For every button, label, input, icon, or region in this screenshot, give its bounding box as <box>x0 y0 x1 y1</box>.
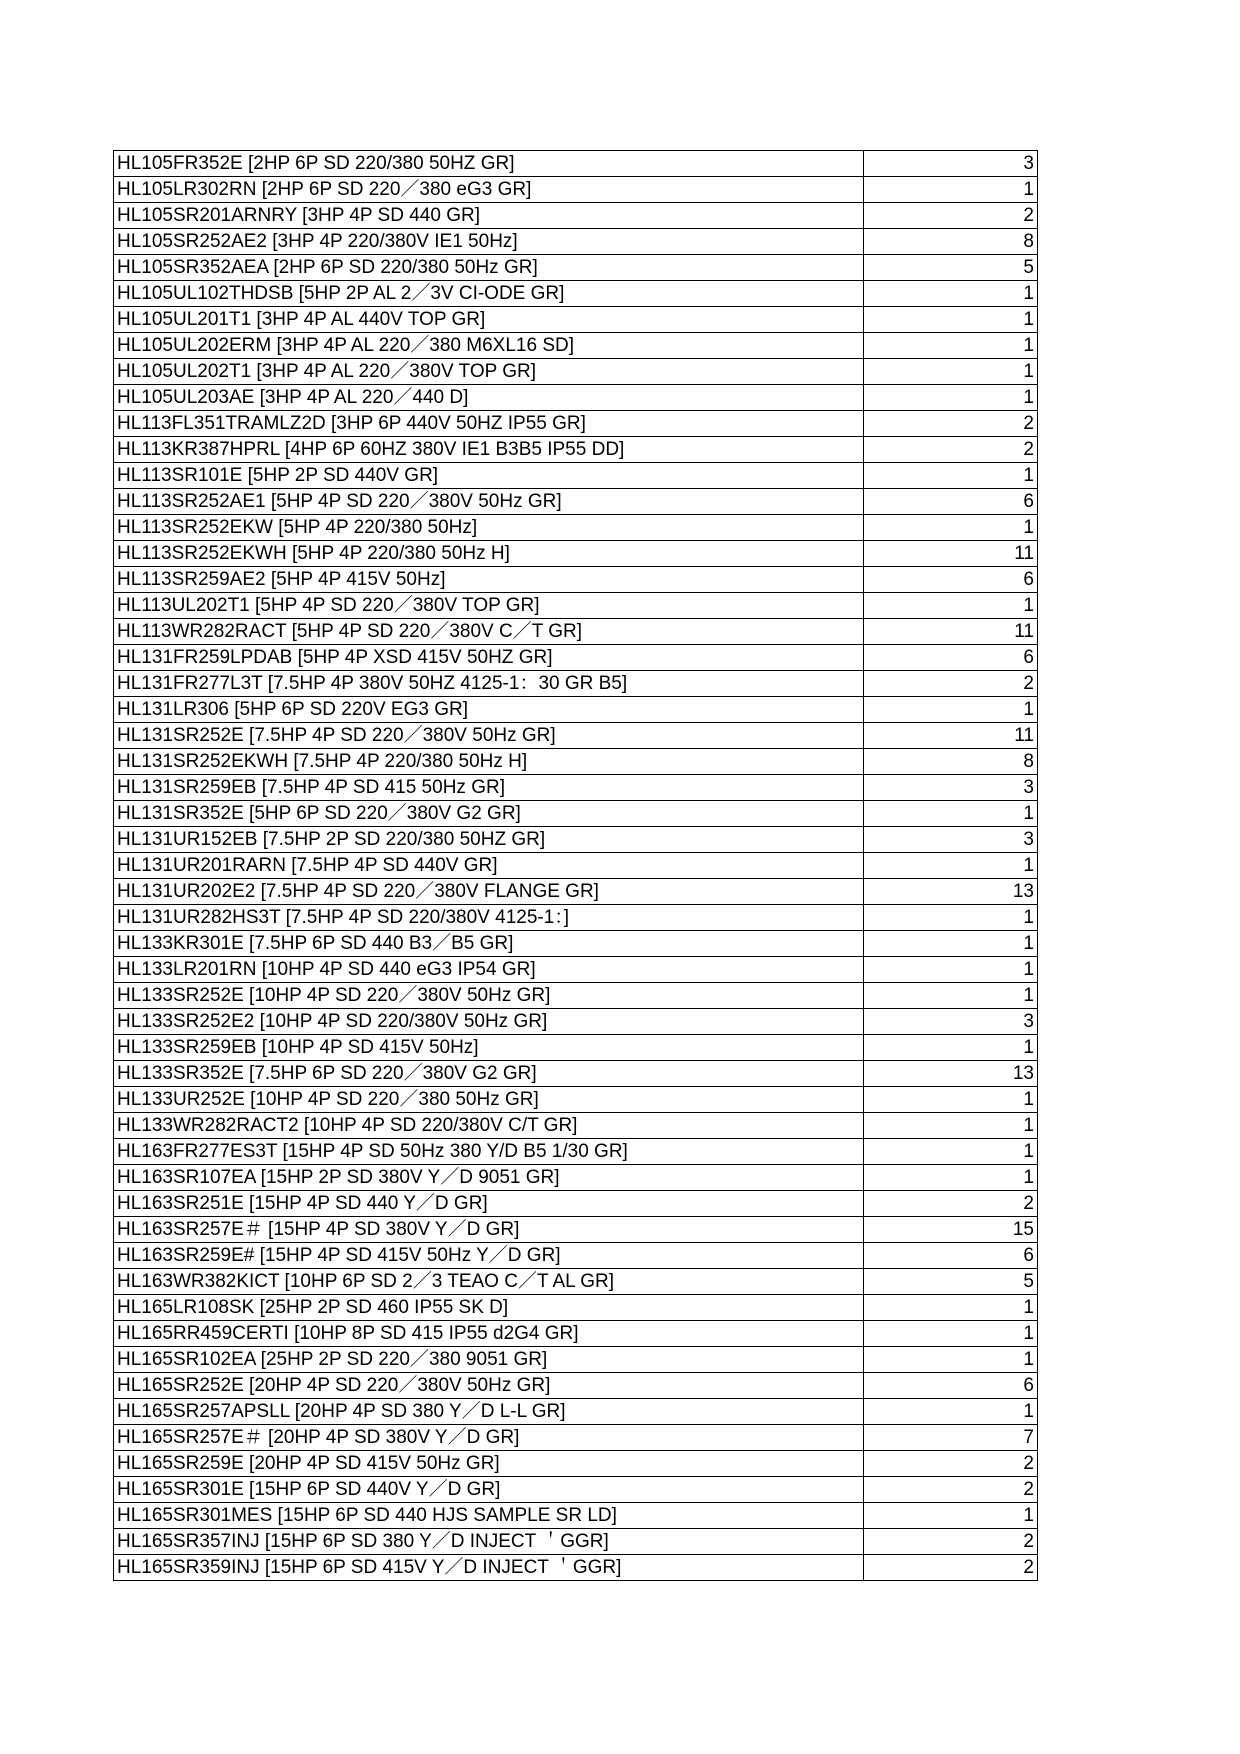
item-description: HL131FR277L3T [7.5HP 4P 380V 50HZ 4125-1：30 GR B5] <box>114 671 864 697</box>
table-row <box>114 723 1038 749</box>
item-description: HL163WR382KICT [10HP 6P SD 2／3 TEAO C／T AL GR] <box>114 1269 864 1295</box>
item-quantity: 11 <box>864 723 1038 749</box>
item-quantity: 2 <box>864 411 1038 437</box>
table-row <box>114 1555 1038 1581</box>
item-description: HL165SR252E [20HP 4P SD 220／380V 50Hz GR] <box>114 1373 864 1399</box>
item-quantity: 13 <box>864 1061 1038 1087</box>
item-quantity: 1 <box>864 1113 1038 1139</box>
item-description: HL165LR108SK [25HP 2P SD 460 IP55 SK D] <box>114 1295 864 1321</box>
item-quantity: 1 <box>864 931 1038 957</box>
item-quantity: 2 <box>864 1555 1038 1581</box>
item-quantity: 6 <box>864 645 1038 671</box>
table-row <box>114 177 1038 203</box>
table-row <box>114 1269 1038 1295</box>
item-quantity: 8 <box>864 229 1038 255</box>
item-quantity: 1 <box>864 593 1038 619</box>
item-description: HL131LR306 [5HP 6P SD 220V EG3 GR] <box>114 697 864 723</box>
item-description: HL165SR359INJ [15HP 6P SD 415V Y／D INJECT ＇GGR] <box>114 1555 864 1581</box>
table-row <box>114 281 1038 307</box>
item-description: HL133SR252E [10HP 4P SD 220／380V 50Hz GR] <box>114 983 864 1009</box>
item-description: HL131UR202E2 [7.5HP 4P SD 220／380V FLANGE GR] <box>114 879 864 905</box>
table-row <box>114 1243 1038 1269</box>
item-quantity: 5 <box>864 1269 1038 1295</box>
table-row <box>114 775 1038 801</box>
table-row <box>114 333 1038 359</box>
table-row <box>114 957 1038 983</box>
item-description: HL113SR252AE1 [5HP 4P SD 220／380V 50Hz GR] <box>114 489 864 515</box>
table-row <box>114 749 1038 775</box>
item-quantity: 13 <box>864 879 1038 905</box>
table-row <box>114 1321 1038 1347</box>
table-row <box>114 541 1038 567</box>
item-quantity: 1 <box>864 359 1038 385</box>
item-description: HL131UR201RARN [7.5HP 4P SD 440V GR] <box>114 853 864 879</box>
item-description: HL105FR352E [2HP 6P SD 220/380 50HZ GR] <box>114 151 864 177</box>
item-quantity: 3 <box>864 1009 1038 1035</box>
item-description: HL131UR152EB [7.5HP 2P SD 220/380 50HZ GR] <box>114 827 864 853</box>
table-row <box>114 1295 1038 1321</box>
table-row <box>114 1347 1038 1373</box>
item-description: HL165SR357INJ [15HP 6P SD 380 Y／D INJECT ＇GGR] <box>114 1529 864 1555</box>
item-description: HL165SR301E [15HP 6P SD 440V Y／D GR] <box>114 1477 864 1503</box>
table-row <box>114 463 1038 489</box>
table-row <box>114 1113 1038 1139</box>
item-description: HL105SR201ARNRY [3HP 4P SD 440 GR] <box>114 203 864 229</box>
item-quantity: 1 <box>864 1295 1038 1321</box>
table-row <box>114 1503 1038 1529</box>
item-quantity: 11 <box>864 541 1038 567</box>
table-row <box>114 203 1038 229</box>
item-description: HL105UL202T1 [3HP 4P AL 220／380V TOP GR] <box>114 359 864 385</box>
item-quantity: 1 <box>864 801 1038 827</box>
table-row <box>114 1451 1038 1477</box>
item-quantity: 1 <box>864 853 1038 879</box>
item-description: HL105UL203AE [3HP 4P AL 220／440 D] <box>114 385 864 411</box>
item-description: HL131SR252EKWH [7.5HP 4P 220/380 50Hz H] <box>114 749 864 775</box>
item-description: HL131SR259EB [7.5HP 4P SD 415 50Hz GR] <box>114 775 864 801</box>
table-row <box>114 853 1038 879</box>
item-quantity: 1 <box>864 983 1038 1009</box>
table-row <box>114 1425 1038 1451</box>
item-quantity: 1 <box>864 307 1038 333</box>
item-quantity: 1 <box>864 1139 1038 1165</box>
table-row <box>114 1165 1038 1191</box>
item-description: HL113UL202T1 [5HP 4P SD 220／380V TOP GR] <box>114 593 864 619</box>
item-description: HL105LR302RN [2HP 6P SD 220／380 eG3 GR] <box>114 177 864 203</box>
item-description: HL133KR301E [7.5HP 6P SD 440 B3／B5 GR] <box>114 931 864 957</box>
table-row <box>114 1399 1038 1425</box>
table-row <box>114 593 1038 619</box>
item-quantity: 2 <box>864 671 1038 697</box>
table-row <box>114 359 1038 385</box>
item-quantity: 1 <box>864 463 1038 489</box>
table-row <box>114 1087 1038 1113</box>
item-quantity: 1 <box>864 177 1038 203</box>
item-quantity: 2 <box>864 1451 1038 1477</box>
item-quantity: 7 <box>864 1425 1038 1451</box>
item-quantity: 2 <box>864 203 1038 229</box>
parts-sheet <box>113 150 1037 1581</box>
item-description: HL133WR282RACT2 [10HP 4P SD 220/380V C/T GR] <box>114 1113 864 1139</box>
item-quantity: 2 <box>864 1477 1038 1503</box>
table-row <box>114 411 1038 437</box>
item-quantity: 6 <box>864 1373 1038 1399</box>
item-description: HL113SR101E [5HP 2P SD 440V GR] <box>114 463 864 489</box>
item-quantity: 5 <box>864 255 1038 281</box>
table-row <box>114 255 1038 281</box>
item-description: HL113FL351TRAMLZ2D [3HP 6P 440V 50HZ IP55 GR] <box>114 411 864 437</box>
table-row <box>114 931 1038 957</box>
item-description: HL165SR257E＃ [20HP 4P SD 380V Y／D GR] <box>114 1425 864 1451</box>
table-row <box>114 229 1038 255</box>
item-quantity: 1 <box>864 515 1038 541</box>
item-quantity: 1 <box>864 957 1038 983</box>
table-row <box>114 385 1038 411</box>
table-row <box>114 1035 1038 1061</box>
table-row <box>114 1191 1038 1217</box>
parts-table-body <box>114 151 1038 1581</box>
item-quantity: 3 <box>864 827 1038 853</box>
table-row <box>114 1139 1038 1165</box>
table-row <box>114 1009 1038 1035</box>
item-description: HL163SR107EA [15HP 2P SD 380V Y／D 9051 GR] <box>114 1165 864 1191</box>
item-description: HL105SR252AE2 [3HP 4P 220/380V IE1 50Hz] <box>114 229 864 255</box>
item-quantity: 3 <box>864 775 1038 801</box>
table-row <box>114 983 1038 1009</box>
item-description: HL133UR252E [10HP 4P SD 220／380 50Hz GR] <box>114 1087 864 1113</box>
table-row <box>114 645 1038 671</box>
item-quantity: 1 <box>864 281 1038 307</box>
item-quantity: 8 <box>864 749 1038 775</box>
table-row <box>114 489 1038 515</box>
item-quantity: 1 <box>864 1399 1038 1425</box>
item-description: HL133LR201RN [10HP 4P SD 440 eG3 IP54 GR] <box>114 957 864 983</box>
item-quantity: 1 <box>864 385 1038 411</box>
item-quantity: 6 <box>864 567 1038 593</box>
item-quantity: 1 <box>864 333 1038 359</box>
item-description: HL131FR259LPDAB [5HP 4P XSD 415V 50HZ GR] <box>114 645 864 671</box>
table-row <box>114 1061 1038 1087</box>
item-quantity: 6 <box>864 489 1038 515</box>
item-description: HL165SR257APSLL [20HP 4P SD 380 Y／D L-L GR] <box>114 1399 864 1425</box>
item-description: HL105SR352AEA [2HP 6P SD 220/380 50Hz GR] <box>114 255 864 281</box>
item-description: HL133SR352E [7.5HP 6P SD 220／380V G2 GR] <box>114 1061 864 1087</box>
parts-table <box>113 150 1038 1581</box>
item-quantity: 6 <box>864 1243 1038 1269</box>
item-description: HL163FR277ES3T [15HP 4P SD 50Hz 380 Y/D B5 1/30 GR] <box>114 1139 864 1165</box>
item-description: HL105UL202ERM [3HP 4P AL 220／380 M6XL16 SD] <box>114 333 864 359</box>
item-quantity: 1 <box>864 1165 1038 1191</box>
item-quantity: 11 <box>864 619 1038 645</box>
item-description: HL133SR259EB [10HP 4P SD 415V 50Hz] <box>114 1035 864 1061</box>
item-quantity: 1 <box>864 697 1038 723</box>
item-description: HL165RR459CERTI [10HP 8P SD 415 IP55 d2G4 GR] <box>114 1321 864 1347</box>
item-quantity: 1 <box>864 1503 1038 1529</box>
table-row <box>114 567 1038 593</box>
item-quantity: 2 <box>864 1191 1038 1217</box>
item-description: HL113WR282RACT [5HP 4P SD 220／380V C／T GR] <box>114 619 864 645</box>
item-description: HL131UR282HS3T [7.5HP 4P SD 220/380V 4125-1：] <box>114 905 864 931</box>
table-row <box>114 697 1038 723</box>
item-description: HL105UL201T1 [3HP 4P AL 440V TOP GR] <box>114 307 864 333</box>
table-row <box>114 515 1038 541</box>
item-description: HL165SR301MES [15HP 6P SD 440 HJS SAMPLE SR LD] <box>114 1503 864 1529</box>
table-row <box>114 619 1038 645</box>
item-quantity: 1 <box>864 905 1038 931</box>
item-description: HL133SR252E2 [10HP 4P SD 220/380V 50Hz GR] <box>114 1009 864 1035</box>
table-row <box>114 1477 1038 1503</box>
item-description: HL105UL102THDSB [5HP 2P AL 2／3V CI-ODE GR] <box>114 281 864 307</box>
item-description: HL163SR257E＃ [15HP 4P SD 380V Y／D GR] <box>114 1217 864 1243</box>
item-quantity: 2 <box>864 437 1038 463</box>
table-row <box>114 307 1038 333</box>
item-description: HL113SR259AE2 [5HP 4P 415V 50Hz] <box>114 567 864 593</box>
item-description: HL165SR102EA [25HP 2P SD 220／380 9051 GR] <box>114 1347 864 1373</box>
table-row <box>114 437 1038 463</box>
table-row <box>114 1529 1038 1555</box>
table-row <box>114 905 1038 931</box>
table-row <box>114 671 1038 697</box>
item-description: HL131SR352E [5HP 6P SD 220／380V G2 GR] <box>114 801 864 827</box>
table-row <box>114 151 1038 177</box>
item-quantity: 1 <box>864 1035 1038 1061</box>
table-row <box>114 1373 1038 1399</box>
table-row <box>114 827 1038 853</box>
table-row <box>114 879 1038 905</box>
table-row <box>114 1217 1038 1243</box>
item-description: HL113SR252EKW [5HP 4P 220/380 50Hz] <box>114 515 864 541</box>
item-quantity: 15 <box>864 1217 1038 1243</box>
item-quantity: 3 <box>864 151 1038 177</box>
item-description: HL165SR259E [20HP 4P SD 415V 50Hz GR] <box>114 1451 864 1477</box>
item-description: HL163SR251E [15HP 4P SD 440 Y／D GR] <box>114 1191 864 1217</box>
item-description: HL113KR387HPRL [4HP 6P 60HZ 380V IE1 B3B5 IP55 DD] <box>114 437 864 463</box>
item-description: HL163SR259E# [15HP 4P SD 415V 50Hz Y／D GR] <box>114 1243 864 1269</box>
item-quantity: 1 <box>864 1347 1038 1373</box>
table-row <box>114 801 1038 827</box>
item-quantity: 2 <box>864 1529 1038 1555</box>
item-description: HL113SR252EKWH [5HP 4P 220/380 50Hz H] <box>114 541 864 567</box>
item-description: HL131SR252E [7.5HP 4P SD 220／380V 50Hz GR] <box>114 723 864 749</box>
item-quantity: 1 <box>864 1087 1038 1113</box>
item-quantity: 1 <box>864 1321 1038 1347</box>
